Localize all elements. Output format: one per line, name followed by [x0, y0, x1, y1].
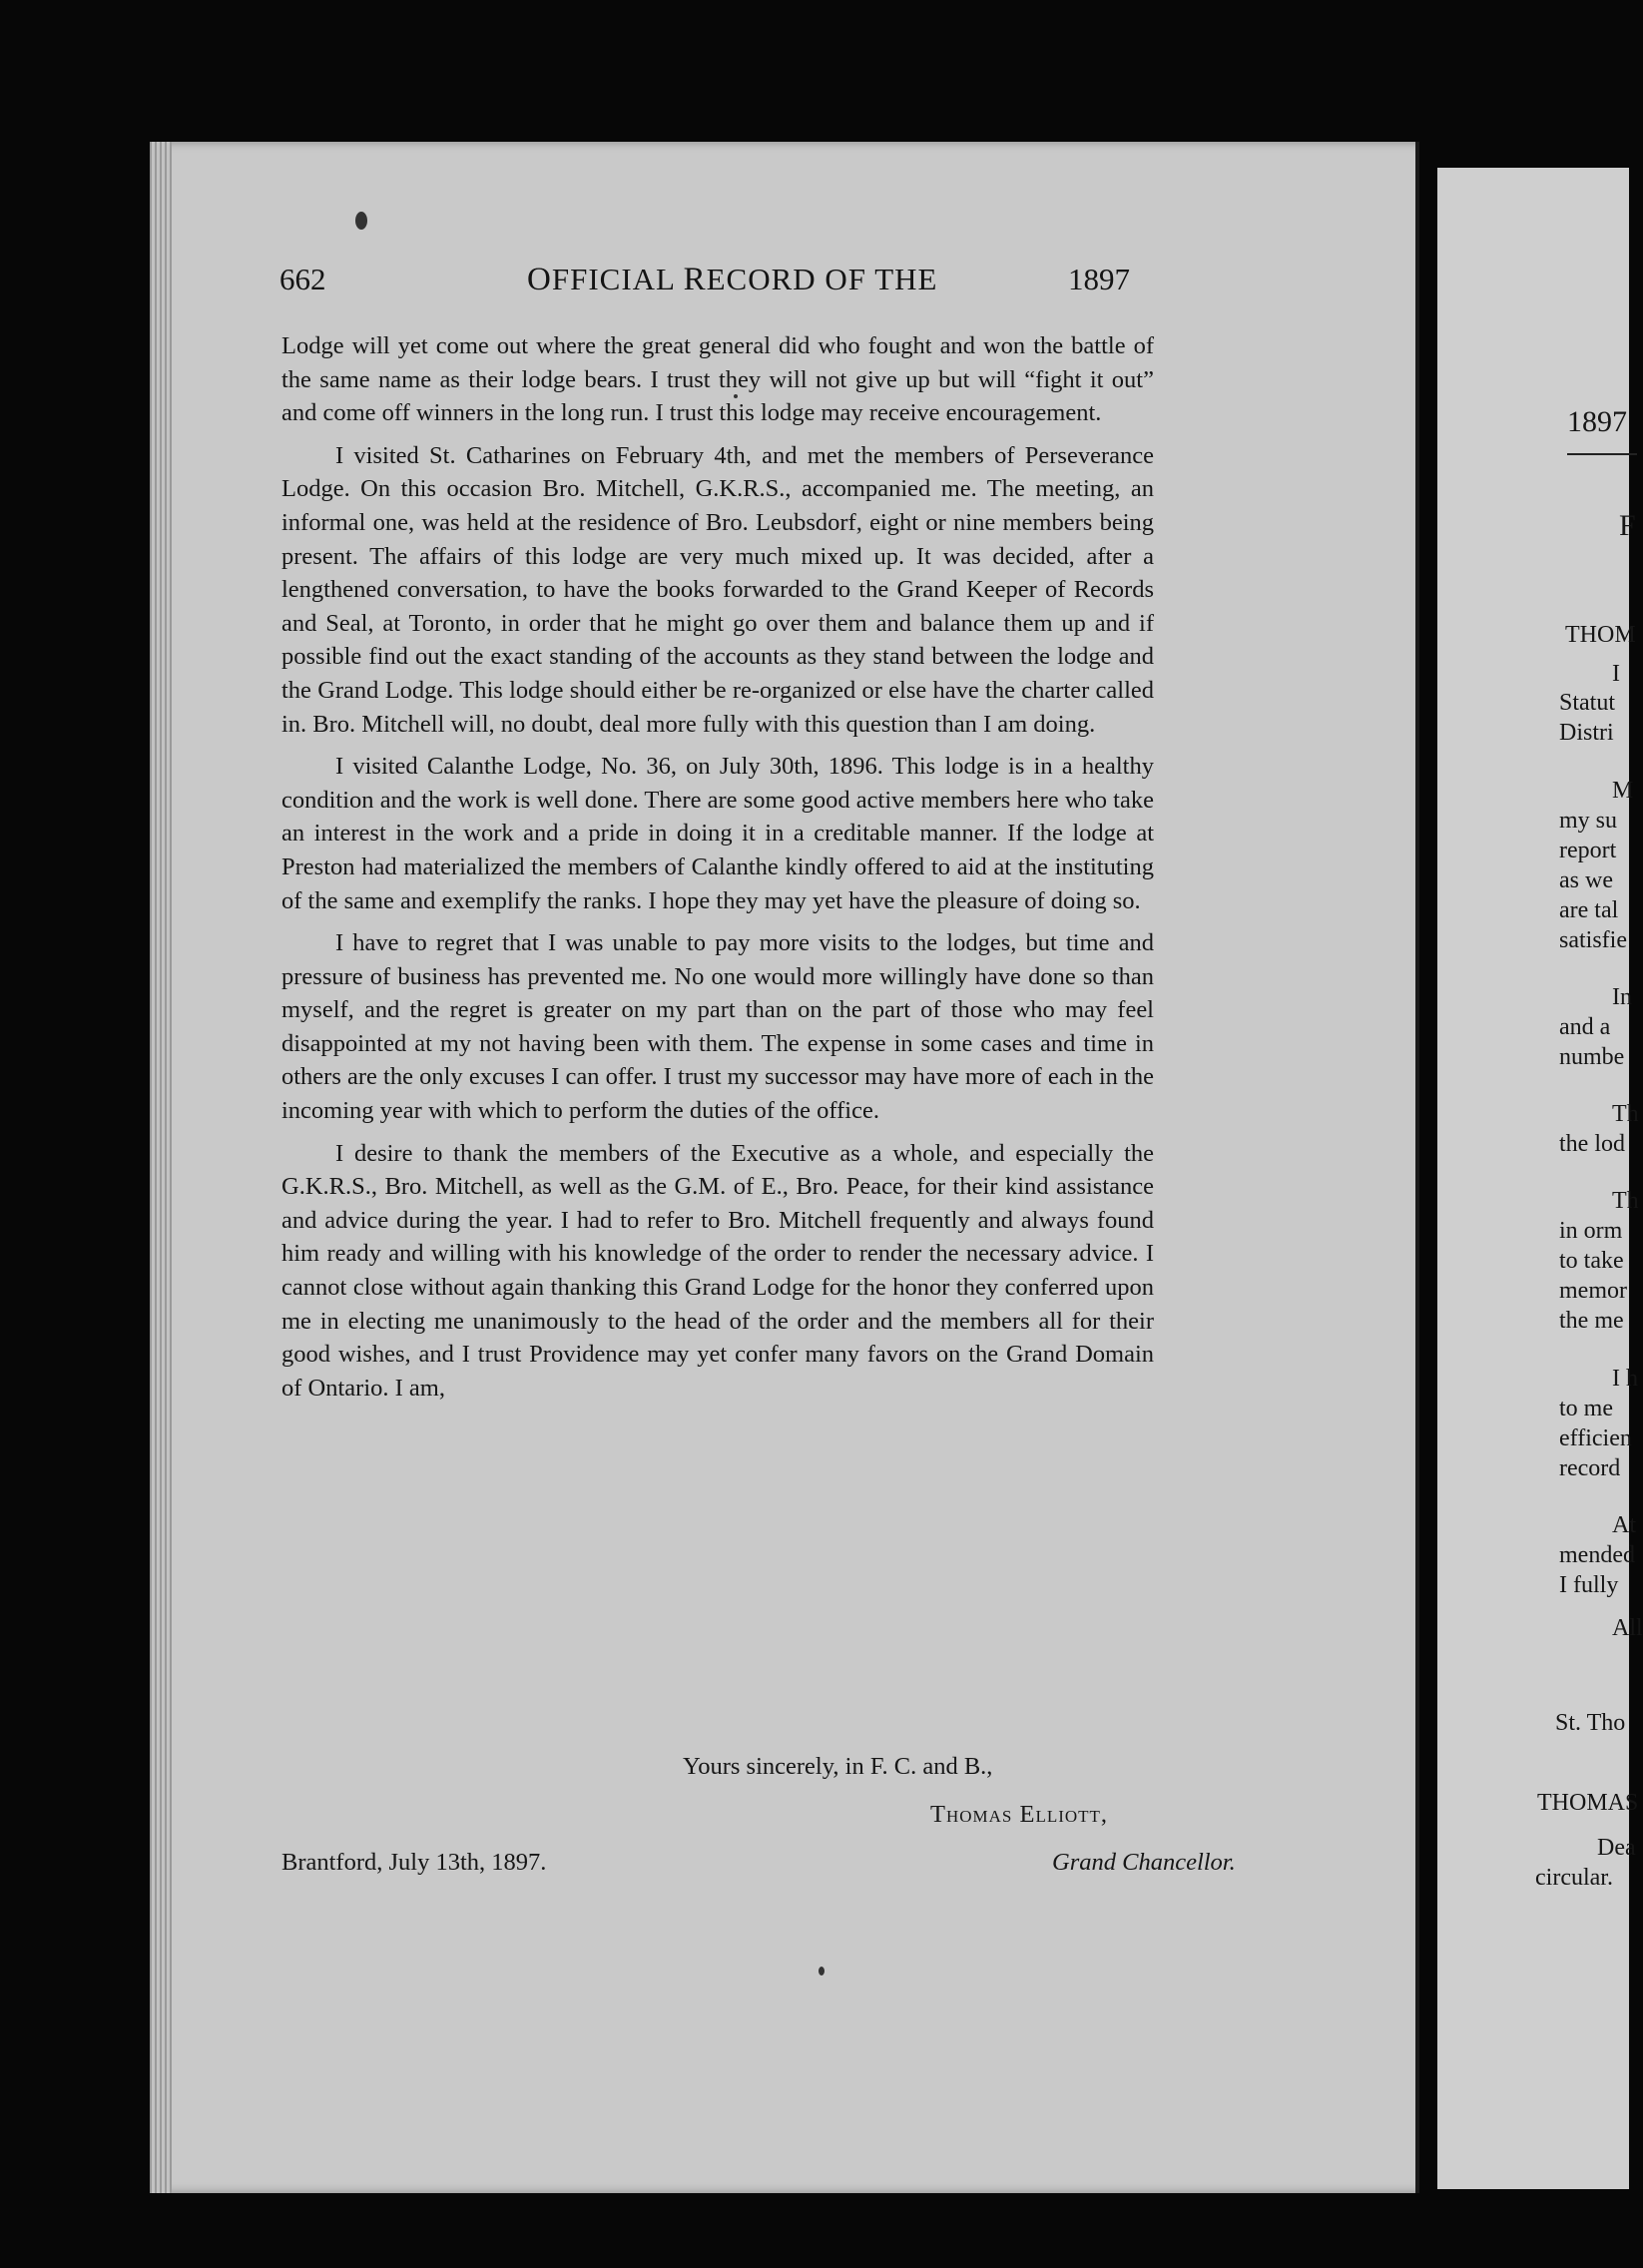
right-line: Th	[1612, 1101, 1639, 1127]
header-rule	[1567, 453, 1637, 455]
valediction: Yours sincerely, in F. C. and B.,	[683, 1753, 993, 1780]
right-line: as we	[1559, 867, 1613, 893]
right-line: I	[1612, 661, 1620, 687]
right-line: mended	[1559, 1542, 1635, 1568]
right-page-year: 1897	[1567, 405, 1627, 438]
scan-speck	[734, 394, 738, 398]
signer-name: Thomas Elliott,	[930, 1801, 1109, 1828]
right-line: circular.	[1535, 1865, 1613, 1891]
running-head-tail: ECORD OF THE	[706, 262, 938, 296]
right-line: numbe	[1559, 1044, 1625, 1070]
right-line: Statut	[1559, 690, 1616, 716]
right-line: record	[1559, 1455, 1621, 1481]
right-line: are tal	[1559, 897, 1619, 923]
right-line: report	[1559, 838, 1617, 863]
right-line: THOMAS	[1537, 1790, 1639, 1816]
right-line: I fully	[1559, 1572, 1619, 1598]
right-line: All	[1612, 1615, 1643, 1641]
running-head	[527, 262, 938, 298]
paragraph: I desire to thank the members of the Executive as a whole, and especially the G.K.R.S., Bro. Mitchell, as well as the G.M. of E., Bro. Peace, for their kind assistance and advice during the year. I had to refer to Bro. Mitchell frequently and always found him ready and willing with his knowledge of the order to render the necessary advice. I cannot close without again thanking this Grand Lodge for the honor they conferred upon me in electing me unanimously to the head of the order and the members all for their good wishes, and I trust Providence may yet confer many favors on the Grand Domain of Ontario. I am,	[281, 1139, 1154, 1402]
right-line: and a	[1559, 1014, 1611, 1040]
right-line: memor	[1559, 1278, 1627, 1304]
right-line: M	[1612, 778, 1634, 804]
scan-speck	[355, 212, 367, 230]
right-line: St. Tho	[1555, 1710, 1626, 1736]
right-line: Dea	[1597, 1835, 1636, 1861]
paragraph: I have to regret that I was unable to pay more visits to the lodges, but time and pressure of business has prevented me. No one would more willingly have done so than myself, and the regret is greater on my part than on the part of those who may feel disappointed at my not having been with them. The expense in some cases and time in others are the only excuses I can offer. I trust my successor may have more of each in the incoming year with which to perform the duties of the office.	[281, 929, 1154, 1125]
right-line: THOM	[1565, 622, 1636, 648]
place-date: Brantford, July 13th, 1897.	[281, 1849, 547, 1876]
scan-speck	[819, 1967, 824, 1976]
right-line: Th	[1612, 1188, 1639, 1214]
right-line: In	[1612, 984, 1632, 1010]
right-line: to take	[1559, 1248, 1624, 1274]
paragraph: I visited Calanthe Lodge, No. 36, on July 30th, 1896. This lodge is in a healthy condition and the work is well done. There are some good active members here who take an interest in the work and a pride in doing it in a creditable manner. If the lodge at Preston had materialized the members of Calanthe kindly offered to aid at the instituting of the same and exemplify the ranks. I hope they may yet have the pleasure of doing so.	[281, 753, 1154, 914]
right-line: efficien	[1559, 1425, 1632, 1451]
body-text	[281, 329, 1154, 1414]
right-page	[1437, 168, 1643, 2189]
header-year: 1897	[1068, 262, 1130, 296]
right-line: Distri	[1559, 720, 1614, 746]
running-head-initial: O	[527, 262, 552, 297]
right-line: to me	[1559, 1396, 1613, 1421]
right-line: satisfie	[1559, 927, 1627, 953]
right-line: my su	[1559, 808, 1618, 834]
right-line: I h	[1612, 1366, 1638, 1392]
right-line: F	[1619, 509, 1636, 542]
running-head-part: FFICIAL	[551, 262, 684, 296]
page-number: 662	[279, 262, 326, 296]
signer-title: Grand Chancellor.	[1052, 1849, 1236, 1876]
paragraph: Lodge will yet come out where the great general did who fought and won the battle of the same name as their lodge bears. I trust they will not give up but will “fight it out” and come off winners in the long run. I trust this lodge may receive encouragement.	[281, 332, 1154, 427]
right-line: the me	[1559, 1308, 1624, 1334]
paragraph: I visited St. Catharines on February 4th, and met the members of Perseverance Lodge. On this occasion Bro. Mitchell, G.K.R.S., accompanied me. The meeting, an informal one, was held at the residence of Bro. Leubsdorf, eight or nine members being present. The affairs of this lodge are very much mixed up. It was decided, after a lengthened conversation, to have the books forwarded to the Grand Keeper of Records and Seal, at Toronto, in order that he might go over them and balance them up and if possible find out the exact standing of the accounts as they stand between the lodge and the Grand Lodge. This lodge should either be re-organized or else have the charter called in. Bro. Mitchell will, no doubt, deal more fully with this question than I am doing.	[281, 441, 1154, 738]
running-head-initial-r: R	[683, 262, 707, 297]
right-line: At	[1612, 1512, 1636, 1538]
right-line: in orm	[1559, 1218, 1623, 1244]
right-line: the lod	[1559, 1131, 1625, 1157]
